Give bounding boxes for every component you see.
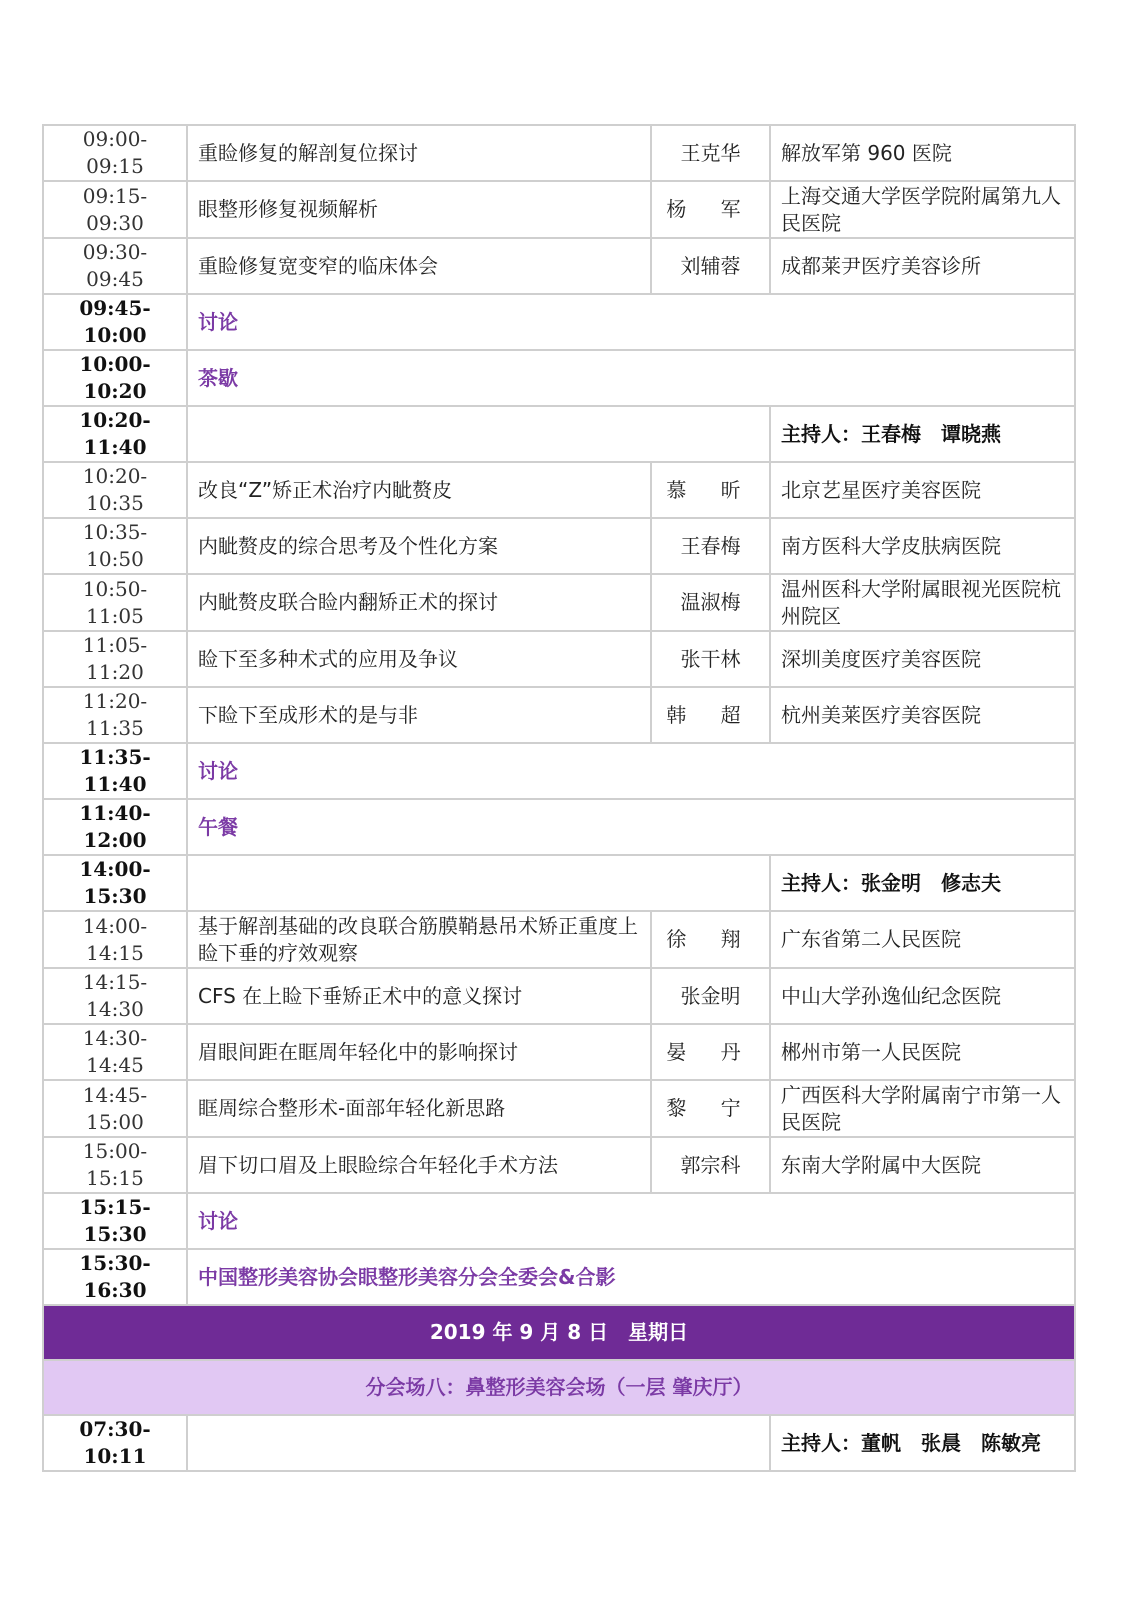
institution-cell: 东南大学附属中大医院 [770,1137,1075,1193]
host-row [43,406,1075,462]
time-cell: 09:15-09:30 [43,181,187,238]
empty-cell [187,855,770,911]
institution-cell: 南方医科大学皮肤病医院 [770,518,1075,574]
talk-row [43,1080,1075,1137]
host-cell: 主持人：董帆 张晨 陈敏亮 [770,1415,1075,1471]
talk-row [43,1137,1075,1193]
time-cell: 14:15-14:30 [43,968,187,1024]
institution-cell: 广东省第二人民医院 [770,911,1075,968]
time-cell: 09:45-10:00 [43,294,187,350]
topic-cell: 下睑下至成形术的是与非 [187,687,651,743]
time-cell: 14:45-15:00 [43,1080,187,1137]
topic-cell: CFS 在上睑下垂矫正术中的意义探讨 [187,968,651,1024]
talk-row [43,968,1075,1024]
session-row [43,743,1075,799]
empty-cell [187,1415,770,1471]
host-row [43,855,1075,911]
schedule-table [42,124,1076,1472]
time-cell: 09:00-09:15 [43,125,187,181]
session-label: 讨论 [187,743,1075,799]
speaker-cell: 张金明 [651,968,770,1024]
time-cell: 11:05-11:20 [43,631,187,687]
institution-cell: 成都莱尹医疗美容诊所 [770,238,1075,294]
host-cell: 主持人：王春梅 谭晓燕 [770,406,1075,462]
talk-row [43,911,1075,968]
talk-row [43,574,1075,631]
topic-cell: 重睑修复宽变窄的临床体会 [187,238,651,294]
session-row [43,294,1075,350]
time-cell: 15:30-16:30 [43,1249,187,1305]
talk-row [43,181,1075,238]
session-row [43,350,1075,406]
venue-header-row [43,1360,1075,1415]
institution-cell: 北京艺星医疗美容医院 [770,462,1075,518]
speaker-cell: 杨 军 [651,181,770,238]
speaker-cell: 郭宗科 [651,1137,770,1193]
session-label: 讨论 [187,1193,1075,1249]
talk-row [43,238,1075,294]
time-cell: 14:00-15:30 [43,855,187,911]
empty-cell [187,406,770,462]
time-cell: 11:40-12:00 [43,799,187,855]
speaker-cell: 温淑梅 [651,574,770,631]
speaker-cell: 韩 超 [651,687,770,743]
institution-cell: 广西医科大学附属南宁市第一人民医院 [770,1080,1075,1137]
institution-cell: 解放军第 960 医院 [770,125,1075,181]
topic-cell: 内眦赘皮的综合思考及个性化方案 [187,518,651,574]
talk-row [43,125,1075,181]
institution-cell: 深圳美度医疗美容医院 [770,631,1075,687]
time-cell: 10:20-10:35 [43,462,187,518]
time-cell: 10:50-11:05 [43,574,187,631]
speaker-cell: 慕 昕 [651,462,770,518]
day-header: 2019 年 9 月 8 日 星期日 [43,1305,1075,1360]
topic-cell: 眉下切口眉及上眼睑综合年轻化手术方法 [187,1137,651,1193]
speaker-cell: 张干林 [651,631,770,687]
topic-cell: 眼整形修复视频解析 [187,181,651,238]
session-row [43,1249,1075,1305]
speaker-cell: 王克华 [651,125,770,181]
time-cell: 10:20-11:40 [43,406,187,462]
time-cell: 10:00-10:20 [43,350,187,406]
speaker-cell: 晏 丹 [651,1024,770,1080]
session-label: 中国整形美容协会眼整形美容分会全委会&合影 [187,1249,1075,1305]
time-cell: 10:35-10:50 [43,518,187,574]
talk-row [43,518,1075,574]
time-cell: 14:00-14:15 [43,911,187,968]
host-row [43,1415,1075,1471]
time-cell: 15:00-15:15 [43,1137,187,1193]
speaker-cell: 徐 翔 [651,911,770,968]
time-cell: 07:30-10:11 [43,1415,187,1471]
institution-cell: 郴州市第一人民医院 [770,1024,1075,1080]
host-cell: 主持人：张金明 修志夫 [770,855,1075,911]
time-cell: 15:15-15:30 [43,1193,187,1249]
time-cell: 09:30-09:45 [43,238,187,294]
topic-cell: 眶周综合整形术-面部年轻化新思路 [187,1080,651,1137]
topic-cell: 改良“Z”矫正术治疗内眦赘皮 [187,462,651,518]
time-cell: 11:20-11:35 [43,687,187,743]
talk-row [43,687,1075,743]
talk-row [43,1024,1075,1080]
session-row [43,799,1075,855]
topic-cell: 眉眼间距在眶周年轻化中的影响探讨 [187,1024,651,1080]
institution-cell: 中山大学孙逸仙纪念医院 [770,968,1075,1024]
talk-row [43,631,1075,687]
topic-cell: 重睑修复的解剖复位探讨 [187,125,651,181]
speaker-cell: 王春梅 [651,518,770,574]
day-header-row [43,1305,1075,1360]
session-row [43,1193,1075,1249]
speaker-cell: 刘辅蓉 [651,238,770,294]
institution-cell: 杭州美莱医疗美容医院 [770,687,1075,743]
session-label: 茶歇 [187,350,1075,406]
speaker-cell: 黎 宁 [651,1080,770,1137]
topic-cell: 睑下至多种术式的应用及争议 [187,631,651,687]
institution-cell: 温州医科大学附属眼视光医院杭州院区 [770,574,1075,631]
talk-row [43,462,1075,518]
institution-cell: 上海交通大学医学院附属第九人民医院 [770,181,1075,238]
session-label: 讨论 [187,294,1075,350]
time-cell: 11:35-11:40 [43,743,187,799]
venue-header: 分会场八：鼻整形美容会场（一层 肇庆厅） [43,1360,1075,1415]
topic-cell: 内眦赘皮联合睑内翻矫正术的探讨 [187,574,651,631]
session-label: 午餐 [187,799,1075,855]
topic-cell: 基于解剖基础的改良联合筋膜鞘悬吊术矫正重度上睑下垂的疗效观察 [187,911,651,968]
time-cell: 14:30-14:45 [43,1024,187,1080]
